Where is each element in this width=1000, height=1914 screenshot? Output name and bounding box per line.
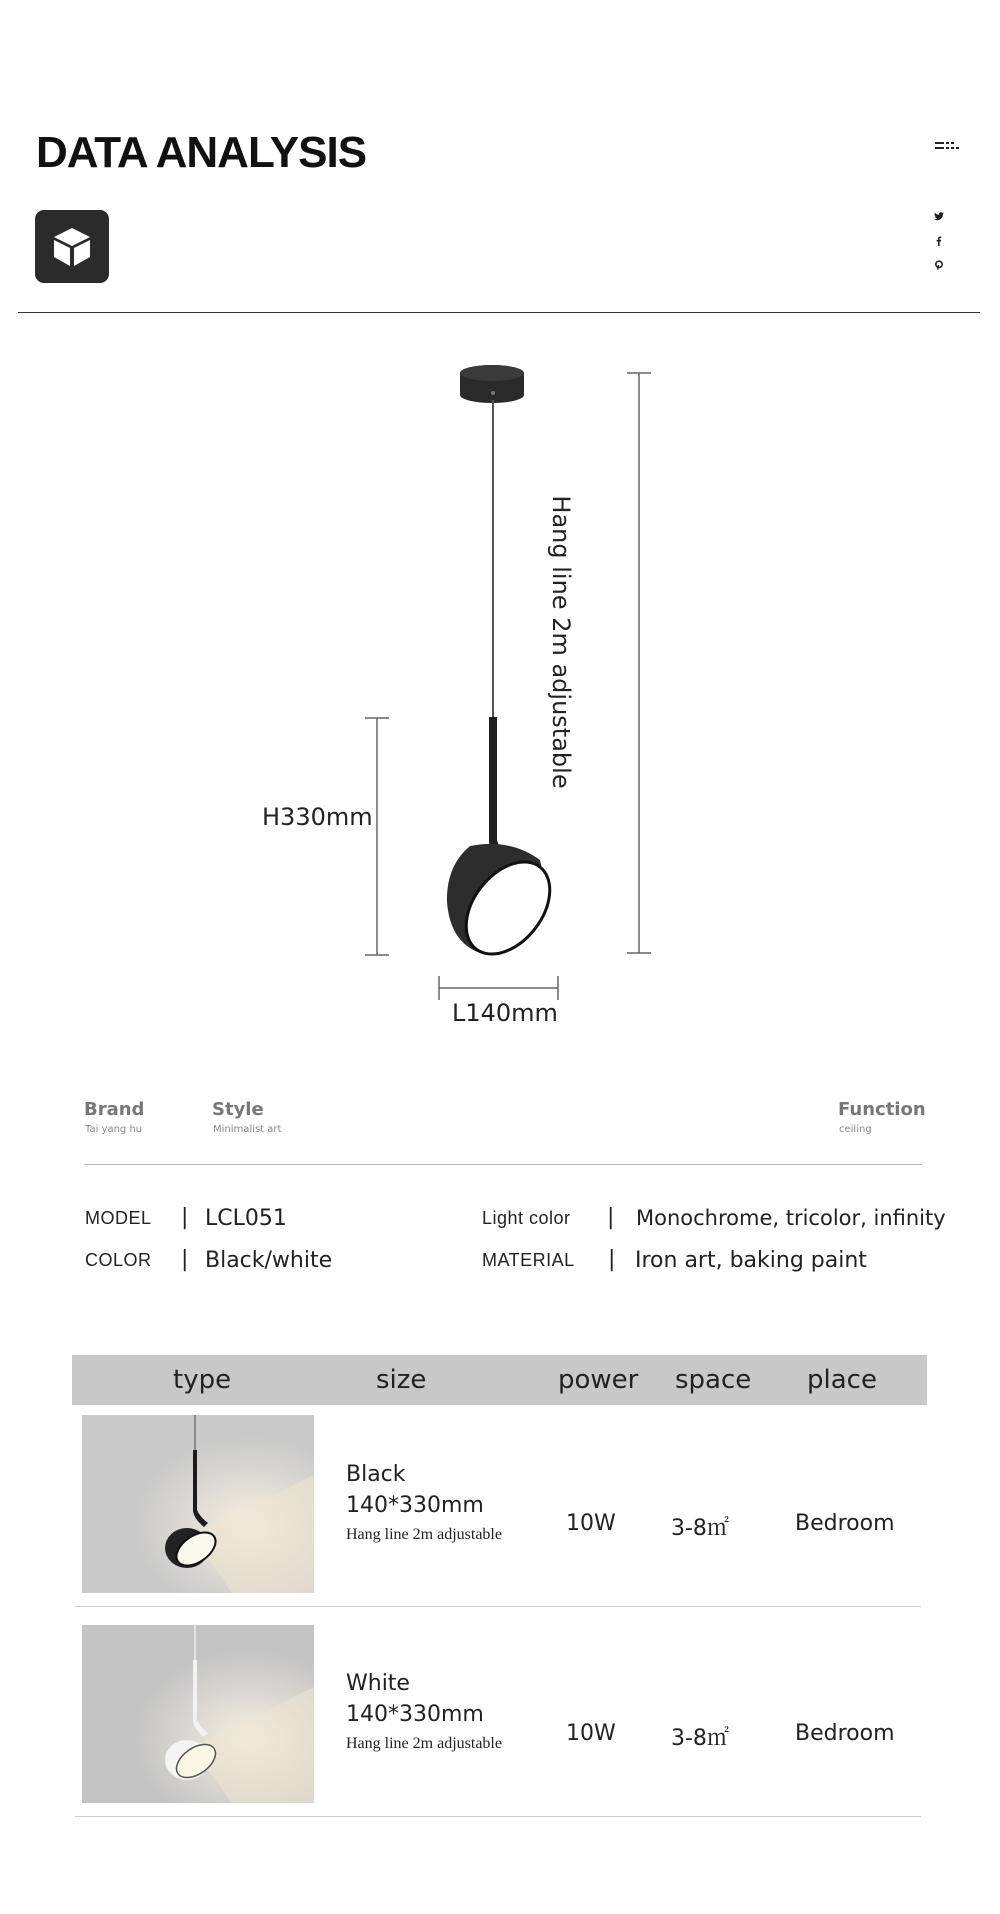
- function-label: Function: [838, 1099, 926, 1120]
- spec-light-color-key: Light color: [482, 1208, 571, 1228]
- style-value: Minimalist art: [213, 1124, 282, 1135]
- spec-separator: |: [608, 1247, 616, 1272]
- length-label: L140mm: [452, 999, 558, 1027]
- spec-model-value: LCL051: [205, 1206, 287, 1231]
- column-header-size: size: [376, 1365, 427, 1395]
- page-title: DATA ANALYSIS: [36, 128, 367, 177]
- row-note: Hang line 2m adjustable: [346, 1526, 502, 1543]
- spec-material-value: Iron art, baking paint: [635, 1248, 867, 1273]
- brand-value: Tai yang hu: [85, 1124, 143, 1135]
- row-divider: [75, 1816, 921, 1817]
- height-label: H330mm: [262, 803, 373, 831]
- function-value: ceiling: [839, 1124, 872, 1135]
- column-header-power: power: [558, 1365, 639, 1395]
- hang-line-label: Hang line 2m adjustable: [547, 495, 575, 789]
- row-color: White: [346, 1671, 410, 1696]
- spec-separator: |: [181, 1247, 189, 1272]
- row-note: Hang line 2m adjustable: [346, 1735, 502, 1752]
- row-power: 10W: [566, 1511, 616, 1536]
- product-image-white: [82, 1625, 314, 1803]
- meta-divider: [84, 1164, 922, 1165]
- column-header-place: place: [807, 1365, 877, 1395]
- row-place: Bedroom: [795, 1721, 895, 1746]
- table-row: [0, 1623, 1000, 1818]
- row-power: 10W: [566, 1721, 616, 1746]
- row-space: 3-8㎡: [671, 1726, 729, 1751]
- spec-model-key: MODEL: [85, 1208, 152, 1228]
- row-size: 140*330mm: [346, 1493, 484, 1518]
- table-header: [72, 1355, 927, 1405]
- row-color: Black: [346, 1462, 406, 1487]
- spec-separator: |: [607, 1205, 615, 1230]
- column-header-space: space: [675, 1365, 752, 1395]
- spec-color-key: COLOR: [85, 1250, 152, 1270]
- spec-color-value: Black/white: [205, 1248, 333, 1273]
- row-size: 140*330mm: [346, 1702, 484, 1727]
- spec-light-color-value: Monochrome, tricolor, infinity: [636, 1206, 946, 1230]
- product-image-black: [82, 1415, 314, 1593]
- row-place: Bedroom: [795, 1511, 895, 1536]
- spec-material-key: MATERIAL: [482, 1250, 575, 1270]
- row-space: 3-8㎡: [671, 1516, 729, 1541]
- row-divider: [75, 1606, 921, 1607]
- column-header-type: type: [173, 1365, 232, 1395]
- spec-separator: |: [181, 1205, 189, 1230]
- table-row: [0, 1413, 1000, 1608]
- brand-label: Brand: [84, 1099, 145, 1120]
- style-label: Style: [212, 1099, 264, 1120]
